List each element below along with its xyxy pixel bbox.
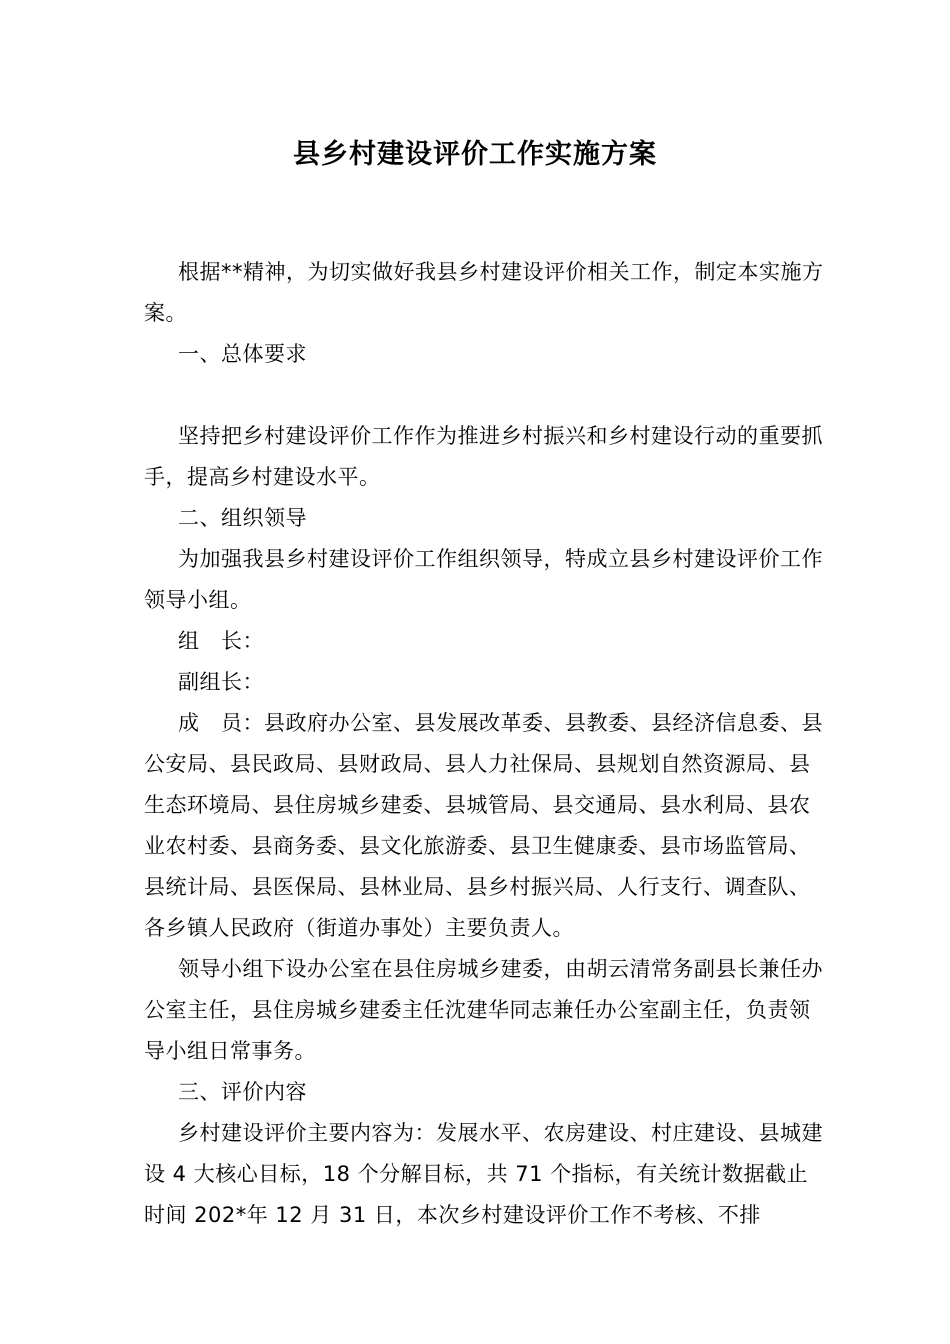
team-leader-line: 组 长： xyxy=(178,629,264,653)
paragraph-evaluation-content: 乡村建设评价主要内容为：发展水平、农房建设、村庄建设、县城建设 4 大核心目标，18 个分解目标，共 71 个指标，有关统计数据截止时间 202*年 12 月 31 日，本次乡村建设评价工作不考核、不排 xyxy=(144,1121,823,1227)
members-line: 成 员：县政府办公室、县发展改革委、县教委、县经济信息委、县公安局、县民政局、县财政局、县人力社保局、县规划自然资源局、县生态环境局、县住房城乡建委、县城管局、县交通局、县水利局、县农业农村委、县商务委、县文化旅游委、县卫生健康委、县市场监管局、县统计局、县医保局、县林业局、县乡村振兴局、人行支行、调查队、各乡镇人民政府（街道办事处）主要负责人。 xyxy=(144,711,823,940)
section-heading-organization: 二、组织领导 xyxy=(178,506,307,530)
document-title: 县乡村建设评价工作实施方案 xyxy=(293,139,657,170)
paragraph-intro: 根据**精神，为切实做好我县乡村建设评价相关工作，制定本实施方案。 xyxy=(144,260,824,325)
paragraph-general-requirements: 坚持把乡村建设评价工作作为推进乡村振兴和乡村建设行动的重要抓手，提高乡村建设水平。 xyxy=(144,424,823,489)
document-body xyxy=(144,252,824,1236)
deputy-leader-line: 副组长： xyxy=(178,670,264,694)
section-heading-evaluation-content: 三、评价内容 xyxy=(178,1080,307,1104)
paragraph-office: 领导小组下设办公室在县住房城乡建委，由胡云清常务副县长兼任办公室主任，县住房城乡建委主任沈建华同志兼任办公室副主任，负责领导小组日常事务。 xyxy=(144,957,823,1063)
paragraph-organization: 为加强我县乡村建设评价工作组织领导，特成立县乡村建设评价工作领导小组。 xyxy=(144,547,823,612)
section-heading-general-requirements: 一、总体要求 xyxy=(178,342,307,366)
